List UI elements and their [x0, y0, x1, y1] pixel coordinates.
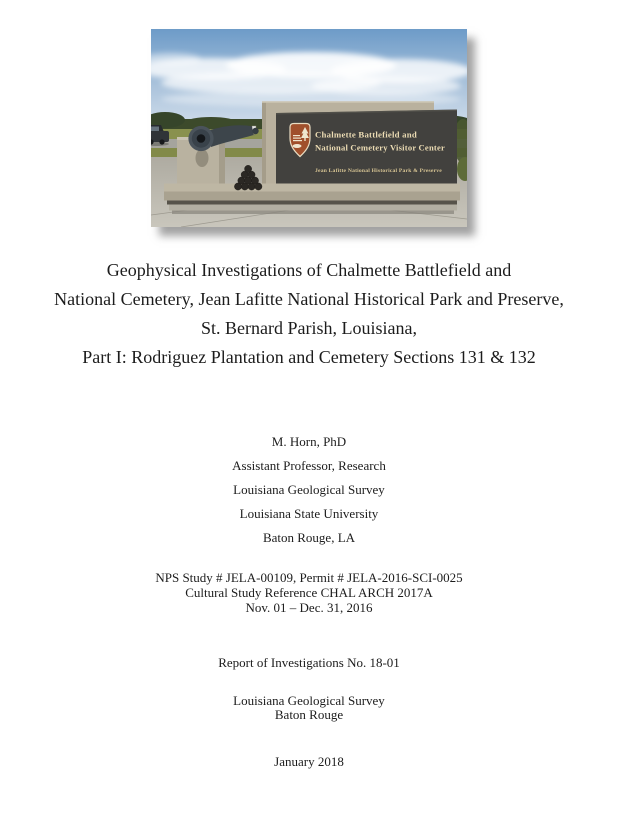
report-title [0, 256, 618, 372]
author-location: Baton Rouge, LA [262, 530, 356, 545]
author-title: Assistant Professor, Research [232, 458, 386, 473]
sign-title-line2: National Cemetery Visitor Center [315, 143, 446, 153]
author-institution: Louisiana State University [239, 506, 379, 521]
title-line: Geophysical Investigations of Chalmette Battlefield and [106, 260, 512, 280]
monument-platform [164, 184, 460, 215]
cover-photo [151, 29, 467, 227]
clouds [151, 52, 467, 107]
author-name: M. Horn, PhD [271, 434, 347, 449]
title-line: Part I: Rodriguez Plantation and Cemetery Sections 131 & 132 [82, 347, 536, 367]
sign-subtitle: Jean Lafitte National Historical Park & Preserve [315, 168, 443, 174]
publisher-city: Baton Rouge [274, 707, 344, 722]
sign-title-line1: Chalmette Battlefield and [315, 130, 418, 140]
report-cover-page [0, 29, 618, 829]
title-line: National Cemetery, Jean Lafitte National Historical Park and Preserve, [54, 289, 564, 309]
cover-photo-illustration [151, 29, 467, 227]
study-dates-line: Nov. 01 – Dec. 31, 2016 [245, 600, 373, 615]
publisher-name: Louisiana Geological Survey [233, 693, 385, 708]
publication-date: January 2018 [274, 754, 344, 769]
study-reference-block [0, 570, 618, 615]
report-number: Report of Investigations No. 18-01 [218, 655, 400, 670]
author-block [0, 430, 618, 550]
study-permit-line: NPS Study # JELA-00109, Permit # JELA-2016-SCI-0025 [155, 570, 463, 585]
title-line: St. Bernard Parish, Louisiana, [201, 318, 417, 338]
publisher-block [0, 694, 618, 722]
author-affiliation: Louisiana Geological Survey [233, 482, 385, 497]
cultural-reference-line: Cultural Study Reference CHAL ARCH 2017A [185, 585, 433, 600]
